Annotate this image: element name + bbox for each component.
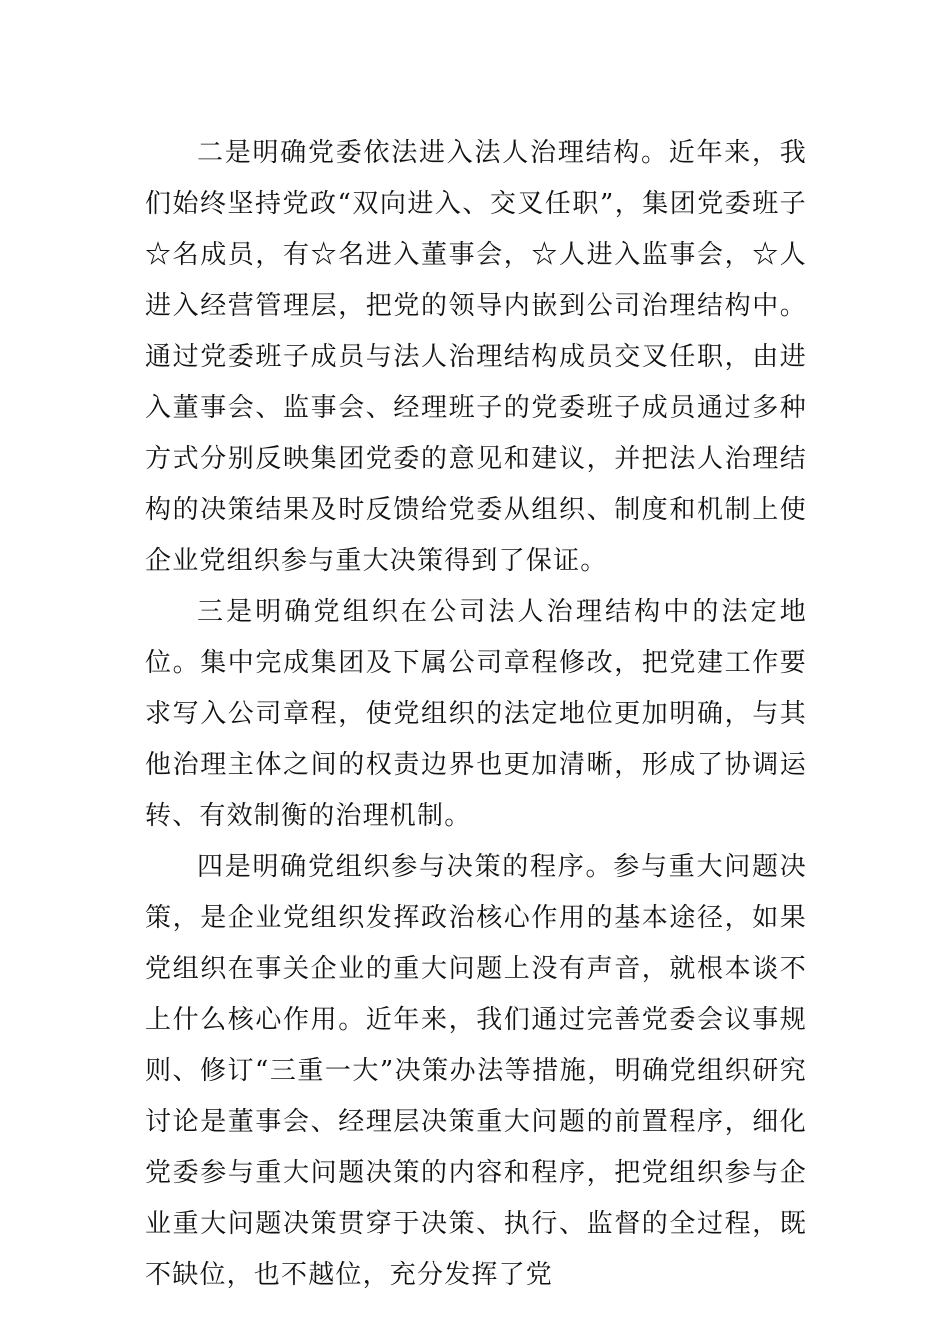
document-body [145, 128, 807, 1301]
paragraph-legal-status: 三是明确党组织在公司法人治理结构中的法定地位。集中完成集团及下属公司章程修改，把党建工作要求写入公司章程，使党组织的法定地位更加明确，与其他治理主体之间的权责边界也更加清晰，形成了协调运转、有效制衡的治理机制。 [145, 597, 807, 831]
paragraph-party-committee-governance: 二是明确党委依法进入法人治理结构。近年来，我们始终坚持党政“双向进入、交叉任职”，集团党委班子☆名成员，有☆名进入董事会，☆人进入监事会，☆人进入经营管理层，把党的领导内嵌到公司治理结构中。通过党委班子成员与法人治理结构成员交叉任职，由进入董事会、监事会、经理班子的党委班子成员通过多种方式分别反映集团党委的意见和建议，并把法人治理结构的决策结果及时反馈给党委从组织、制度和机制上使企业党组织参与重大决策得到了保证。 [145, 138, 807, 576]
paragraph-decision-procedure: 四是明确党组织参与决策的程序。参与重大问题决策，是企业党组织发挥政治核心作用的基本途径，如果党组织在事关企业的重大问题上没有声音，就根本谈不上什么核心作用。近年来，我们通过完善党委会议事规则、修订“三重一大”决策办法等措施，明确党组织研究讨论是董事会、经理层决策重大问题的前置程序，细化党委参与重大问题决策的内容和程序，把党组织参与企业重大问题决策贯穿于决策、执行、监督的全过程，既不缺位，也不越位，充分发挥了党 [145, 852, 807, 1290]
